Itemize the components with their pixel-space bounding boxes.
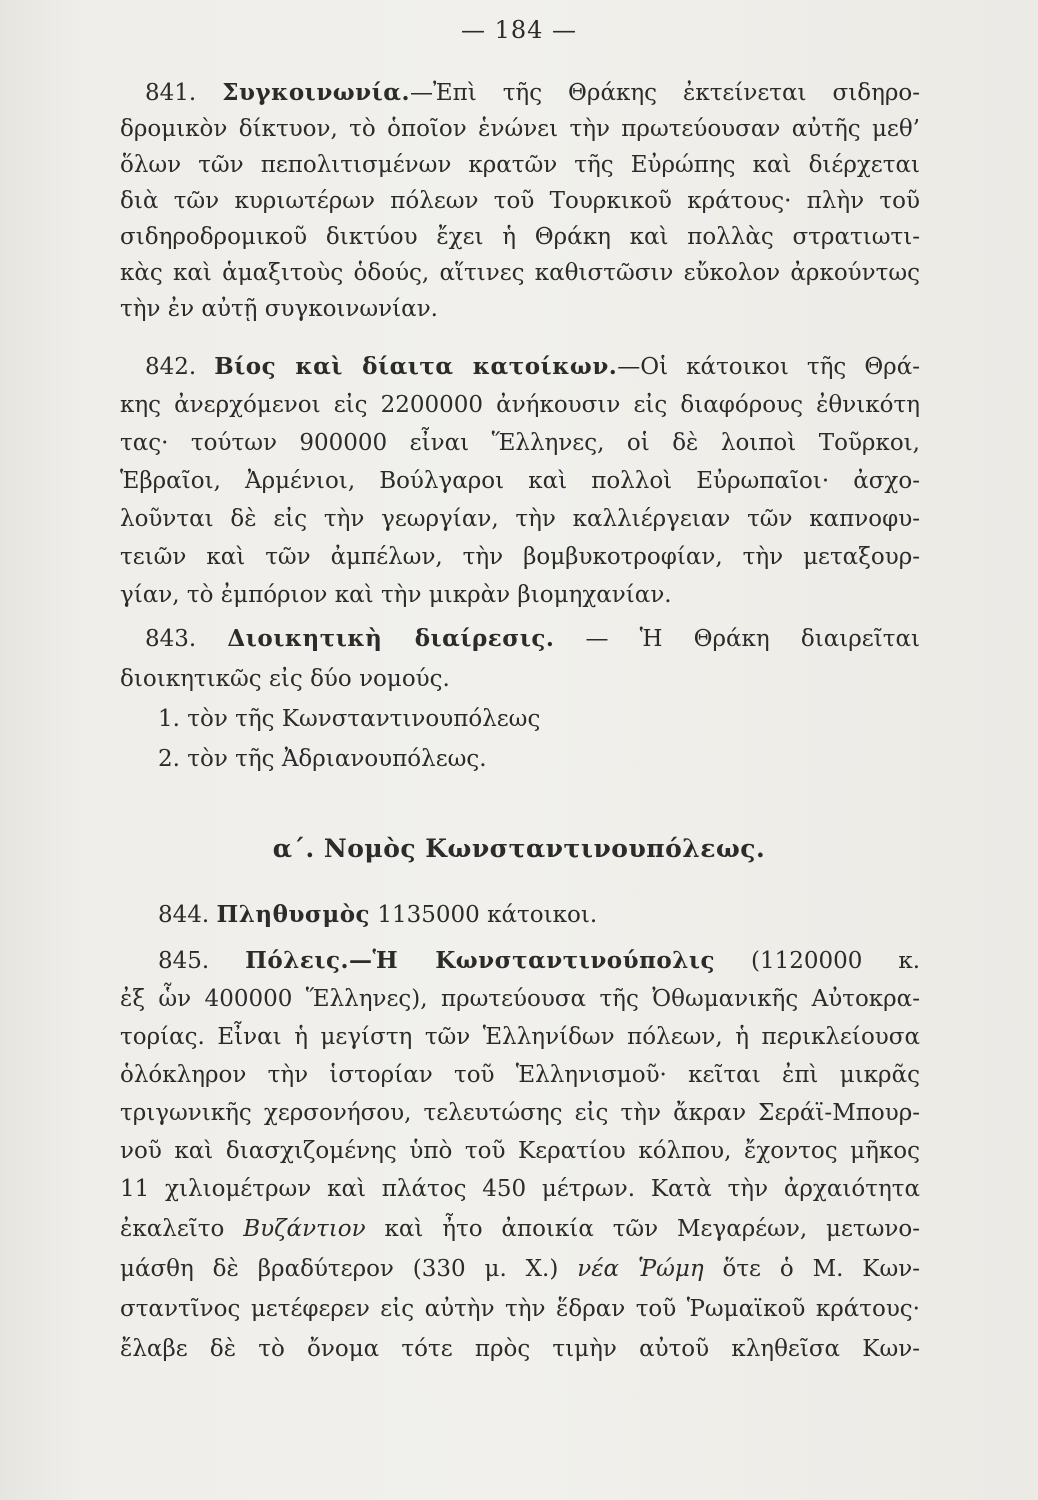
paragraph-845-line-11: ἔλαβε δὲ τὸ ὄνομα τότε πρὸς τιμὴν αὐτοῦ κληθεῖσα Κων-: [120, 1336, 920, 1362]
paragraph-845-line-8: ἐκαλεῖτο Βυζάντιον καὶ ἦτο ἀποικία τῶν Μεγαρέων, μετωνο-: [120, 1216, 920, 1242]
section-title: Διοικητικὴ διαίρεσις.: [227, 625, 555, 652]
section-title: Συγκοινωνία.: [222, 79, 410, 106]
paragraph-841-line-4: διὰ τῶν κυριωτέρων πόλεων τοῦ Τουρκικοῦ κράτους· πλὴν τοῦ: [120, 188, 920, 214]
italic-term: νέα Ῥώμη: [577, 1256, 704, 1282]
paragraph-845-line-2: ἐξ ὧν 400000 Ἕλληνες), πρωτεύουσα τῆς Ὀθωμανικῆς Αὐτοκρα-: [120, 986, 920, 1012]
section-title: Βίος καὶ δίαιτα κατοίκων.: [214, 353, 618, 380]
paragraph-845-line-6: νοῦ καὶ διασχιζομένης ὑπὸ τοῦ Κερατίου κόλπου, ἔχοντος μῆκος: [120, 1138, 920, 1164]
paragraph-845-line-7: 11 χιλιομέτρων καὶ πλάτος 450 μέτρων. Κατὰ τὴν ἀρχαιότητα: [120, 1176, 920, 1202]
paragraph-842-line-2: κης ἀνερχόμενοι εἰς 2200000 ἀνήκουσιν εἰς διαφόρους ἐθνικότη: [120, 392, 920, 418]
section-heading: α΄. Νομὸς Κωνσταντινουπόλεως.: [272, 834, 766, 863]
paragraph-844: 844. Πληθυσμὸς 1135000 κάτοικοι.: [158, 901, 598, 928]
section-title: Πόλεις.—Ἡ Κωνσταντινούπολις: [245, 947, 716, 974]
paragraph-841-line-7: τὴν ἐν αὐτῇ συγκοινωνίαν.: [120, 296, 438, 322]
italic-term: Βυζάντιον: [243, 1216, 366, 1242]
paragraph-842-line-1: 842. Βίος καὶ δίαιτα κατοίκων.—Οἱ κάτοικοι τῆς Θρά-: [145, 353, 920, 380]
paragraph-842-line-7: γίαν, τὸ ἐμπόριον καὶ τὴν μικρὰν βιομηχανίαν.: [120, 582, 672, 608]
paragraph-841-line-1: 841. Συγκοινωνία.—Ἐπὶ τῆς Θράκης ἐκτείνεται σιδηρο-: [145, 79, 920, 106]
paragraph-841-line-3: ὅλων τῶν πεπολιτισμένων κρατῶν τῆς Εὐρώπης καὶ διέρχεται: [120, 152, 920, 178]
paragraph-845-line-5: τριγωνικῆς χερσονήσου, τελευτώσης εἰς τὴν ἄκραν Σεράϊ-Μπουρ-: [120, 1100, 920, 1126]
paragraph-845-line-10: σταντῖνος μετέφερεν εἰς αὐτὴν τὴν ἕδραν τοῦ Ῥωμαϊκοῦ κράτους·: [120, 1296, 920, 1322]
section-number: 843.: [145, 626, 197, 652]
paragraph-842-line-5: λοῦνται δὲ εἰς τὴν γεωργίαν, τὴν καλλιέργειαν τῶν καπνοφυ-: [120, 506, 920, 532]
page-number: — 184 —: [460, 16, 578, 44]
paragraph-845-line-9: μάσθη δὲ βραδύτερον (330 μ. Χ.) νέα Ῥώμη ὅτε ὁ Μ. Κων-: [120, 1256, 920, 1282]
paragraph-841-line-5: σιδηροδρομικοῦ δικτύου ἔχει ἡ Θράκη καὶ πολλὰς στρατιωτι-: [120, 224, 920, 250]
section-number: 844.: [158, 902, 210, 928]
paragraph-843-line-2: διοικητικῶς εἰς δύο νομούς.: [120, 666, 450, 692]
paragraph-842-line-3: τας· τούτων 900000 εἶναι Ἕλληνες, οἱ δὲ λοιποὶ Τοῦρκοι,: [120, 430, 920, 456]
paragraph-845-line-4: ὁλόκληρον τὴν ἱστορίαν τοῦ Ἑλληνισμοῦ· κεῖται ἐπὶ μικρᾶς: [120, 1062, 920, 1088]
paragraph-841-line-2: δρομικὸν δίκτυον, τὸ ὁποῖον ἑνώνει τὴν πρωτεύουσαν αὐτῆς μεθ’: [120, 116, 920, 142]
section-title: Πληθυσμὸς: [216, 901, 371, 928]
paragraph-842-line-6: τειῶν καὶ τῶν ἀμπέλων, τὴν βομβυκοτροφίαν, τὴν μεταξουρ-: [120, 544, 920, 570]
list-item-1: 1. τὸν τῆς Κωνσταντινουπόλεως: [158, 706, 541, 732]
paragraph-845-line-3: τορίας. Εἶναι ἡ μεγίστη τῶν Ἑλληνίδων πόλεων, ἡ περικλείουσα: [120, 1024, 920, 1050]
section-number: 841.: [145, 80, 197, 106]
section-number: 845.: [158, 948, 210, 974]
section-number: 842.: [145, 354, 197, 380]
list-item-2: 2. τὸν τῆς Ἀδριανουπόλεως.: [158, 746, 487, 772]
paragraph-842-line-4: Ἑβραῖοι, Ἀρμένιοι, Βούλγαροι καὶ πολλοὶ Εὐρωπαῖοι· ἀσχο-: [120, 468, 920, 494]
paragraph-843-line-1: 843. Διοικητικὴ διαίρεσις. — Ἡ Θράκη διαιρεῖται: [145, 625, 920, 652]
paragraph-845-line-1: 845. Πόλεις.—Ἡ Κωνσταντινούπολις (1120000 κ.: [158, 947, 920, 974]
paragraph-841-line-6: κὰς καὶ ἁμαξιτοὺς ὁδούς, αἵτινες καθιστῶσιν εὔκολον ἀρκούντως: [120, 260, 920, 286]
